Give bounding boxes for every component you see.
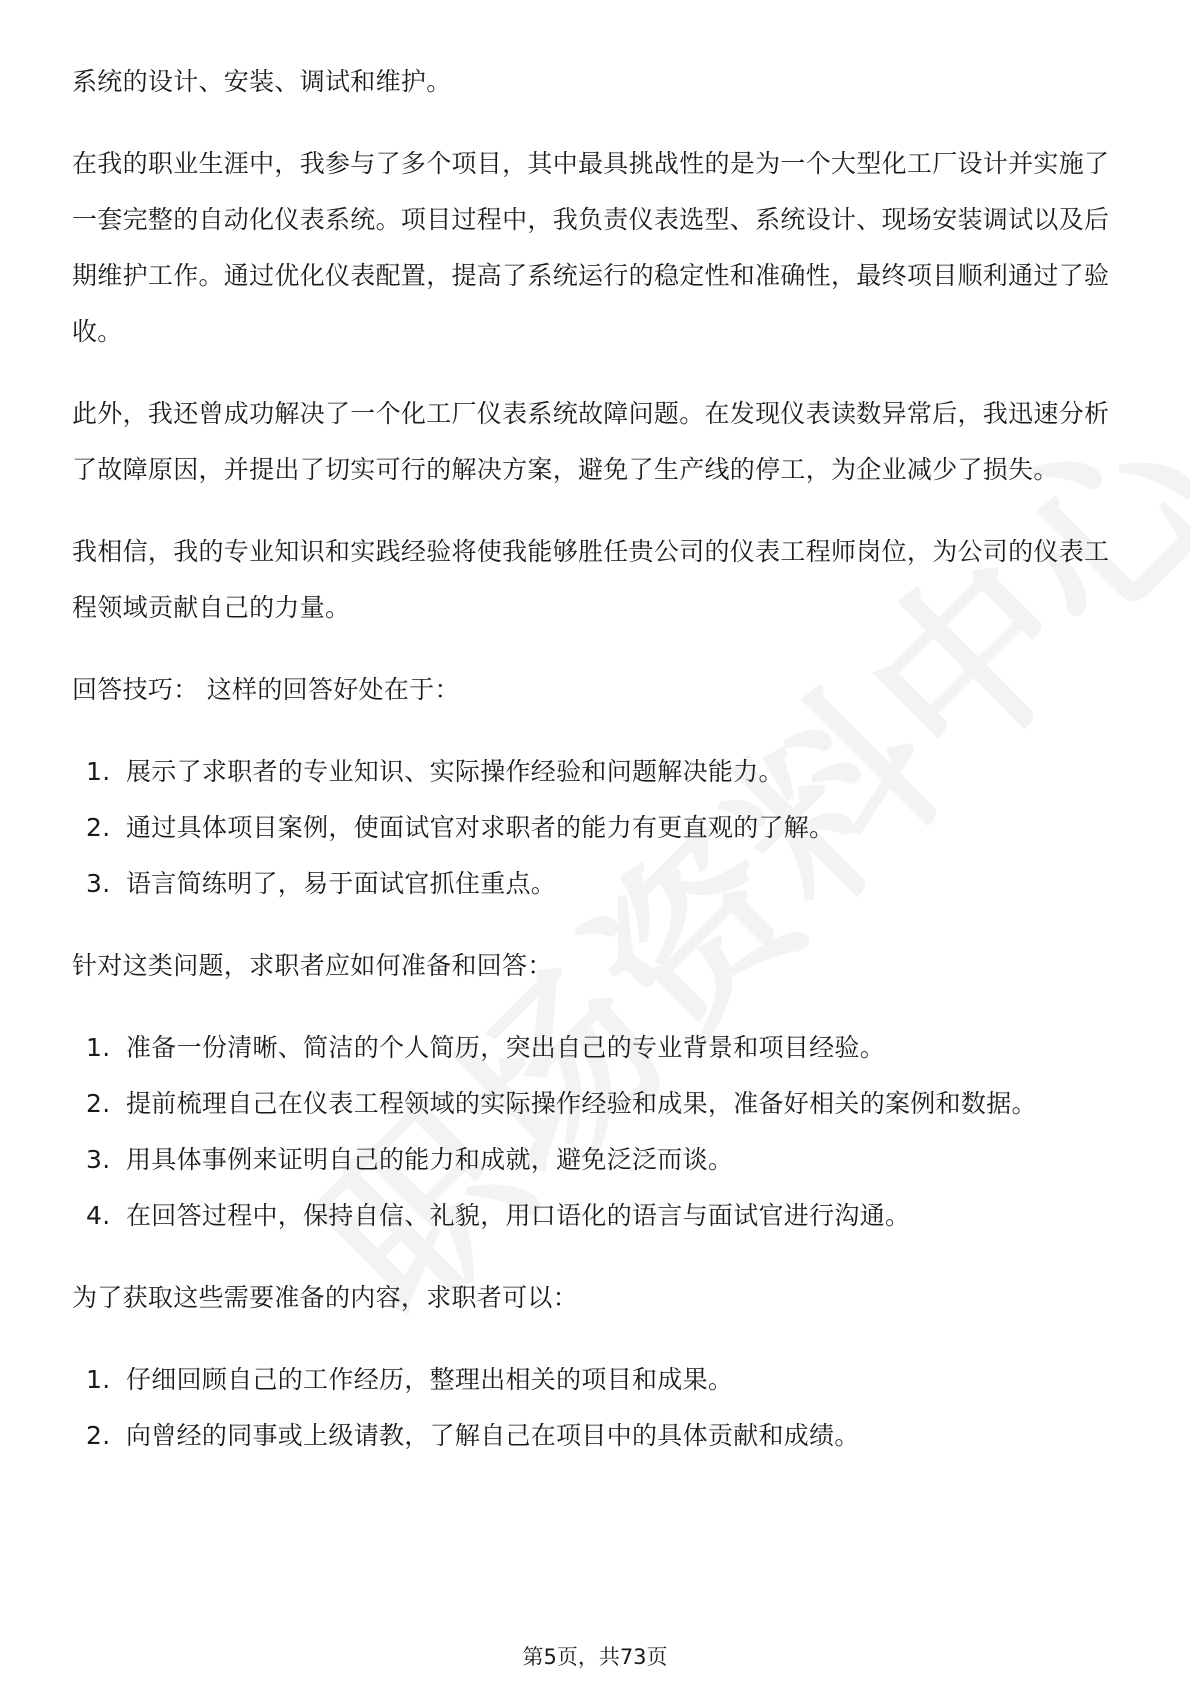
list-number: 4.	[86, 1201, 111, 1230]
list-item	[72, 1132, 1122, 1188]
paragraph: 我相信，我的专业知识和实践经验将使我能够胜任贵公司的仪表工程师岗位，为公司的仪表工程领域贡献自己的力量。	[72, 537, 1110, 622]
list-item-text: 仔细回顾自己的工作经历，整理出相关的项目和成果。	[126, 1365, 734, 1394]
list-item-text: 准备一份清晰、简洁的个人简历，突出自己的专业背景和项目经验。	[126, 1033, 886, 1062]
page-number: 第5页，共73页	[522, 1645, 668, 1669]
list-number: 1.	[86, 1033, 111, 1062]
list-item	[72, 856, 1122, 912]
obtain-list	[72, 1352, 1122, 1464]
paragraph: 此外，我还曾成功解决了一个化工厂仪表系统故障问题。在发现仪表读数异常后，我迅速分析了故障原因，并提出了切实可行的解决方案，避免了生产线的停工，为企业减少了损失。	[72, 399, 1110, 484]
list-number: 1.	[86, 1365, 111, 1394]
list-number: 3.	[86, 1145, 111, 1174]
paragraph: 在我的职业生涯中，我参与了多个项目，其中最具挑战性的是为一个大型化工厂设计并实施了一套完整的自动化仪表系统。项目过程中，我负责仪表选型、系统设计、现场安装调试以及后期维护工作。通过优化仪表配置，提高了系统运行的稳定性和准确性，最终项目顺利通过了验收。	[72, 149, 1110, 346]
paragraph: 系统的设计、安装、调试和维护。	[72, 67, 452, 96]
list-item	[72, 800, 1122, 856]
list-number: 2.	[86, 1421, 111, 1450]
list-item-text: 向曾经的同事或上级请教，了解自己在项目中的具体贡献和成绩。	[126, 1421, 860, 1450]
list-number: 2.	[86, 813, 111, 842]
list-item-text: 提前梳理自己在仪表工程领域的实际操作经验和成果，准备好相关的案例和数据。	[126, 1089, 1037, 1118]
tips-heading: 回答技巧： 这样的回答好处在于：	[72, 675, 460, 704]
list-item	[72, 1408, 1122, 1464]
list-item	[72, 1076, 1122, 1132]
tips-list	[72, 744, 1122, 912]
list-item-text: 用具体事例来证明自己的能力和成就，避免泛泛而谈。	[126, 1145, 734, 1174]
document-body	[72, 54, 1122, 1490]
page-footer	[0, 1642, 1190, 1672]
prepare-heading: 针对这类问题，求职者应如何准备和回答：	[72, 951, 553, 980]
list-item	[72, 1020, 1122, 1076]
list-number: 1.	[86, 757, 111, 786]
obtain-heading: 为了获取这些需要准备的内容，求职者可以：	[72, 1283, 579, 1312]
list-item-text: 在回答过程中，保持自信、礼貌，用口语化的语言与面试官进行沟通。	[126, 1201, 911, 1230]
list-number: 2.	[86, 1089, 111, 1118]
list-number: 3.	[86, 869, 111, 898]
list-item	[72, 744, 1122, 800]
list-item-text: 通过具体项目案例，使面试官对求职者的能力有更直观的了解。	[126, 813, 835, 842]
list-item-text: 语言简练明了，易于面试官抓住重点。	[126, 869, 557, 898]
list-item-text: 展示了求职者的专业知识、实际操作经验和问题解决能力。	[126, 757, 784, 786]
list-item	[72, 1352, 1122, 1408]
prepare-list	[72, 1020, 1122, 1244]
list-item	[72, 1188, 1122, 1244]
